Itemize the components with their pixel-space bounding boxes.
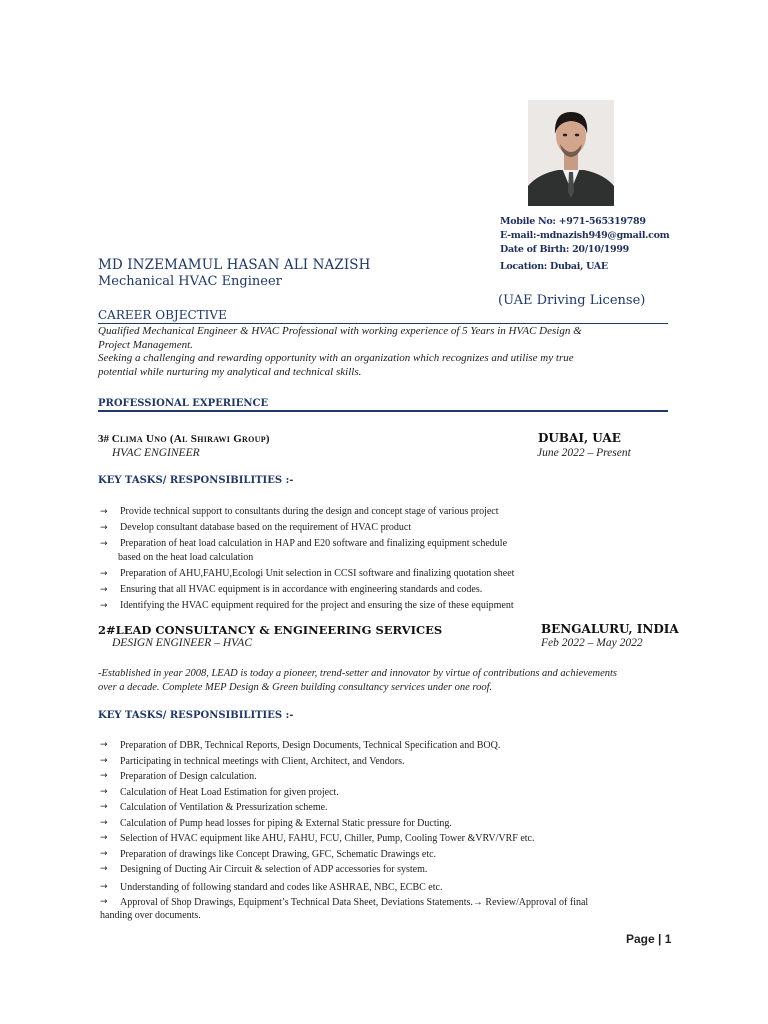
job-location: DUBAI, UAE [538,431,621,445]
arrow-right-icon: → [100,786,108,797]
list-item: → Calculation of Ventilation & Pressurization scheme. [100,800,588,816]
list-item: → Approval of Shop Drawings, Equipment’s Technical Data Sheet, Deviations Statements.→ Review/Approval of final [100,897,589,908]
list-item: → Preparation of Design calculation. [100,769,588,785]
key-tasks-heading: KEY TASKS/ RESPONSIBILITIES :- [98,475,294,486]
list-item: → Ensuring that all HVAC equipment is in accordance with engineering standards and codes. [100,584,483,595]
list-item: → Calculation of Heat Load Estimation for given project. [100,785,588,801]
list-item: → Calculation of Pump head losses for piping & External Static pressure for Ducting. [100,816,588,832]
section-divider [98,410,668,412]
contact-block [500,215,690,274]
driving-license: (UAE Driving License) [498,293,646,308]
job-dates: Feb 2022 – May 2022 [541,637,643,649]
page-number: Page | 1 [626,932,672,946]
job-heading [98,623,442,637]
arrow-right-icon: → [100,897,108,907]
job-heading [98,433,270,445]
career-objective-text [98,325,670,379]
objective-line: Seeking a challenging and rewarding opportunity with an organization which recognizes and utilise my true [98,352,574,364]
job-number: 2# [98,623,116,637]
profile-photo [528,100,614,206]
key-tasks-heading: KEY TASKS/ RESPONSIBILITIES :- [98,710,294,721]
arrow-right-icon: → [100,817,108,828]
list-item-continuation: based on the heat load calculation [118,552,254,563]
list-item: → Identifying the HVAC equipment required for the project and ensuring the size of these equipment [100,600,514,611]
objective-line: Qualified Mechanical Engineer & HVAC Professional with working experience of 5 Years in HVAC Design & [98,325,582,337]
job-location: BENGALURU, INDIA [541,622,679,636]
profile-photo-image [528,100,614,206]
job-company: LEAD CONSULTANCY & ENGINEERING SERVICES [115,623,443,637]
list-item: → Participating in technical meetings with Client, Architect, and Vendors. [100,754,588,770]
intro-line: over a decade. Complete MEP Design & Green building consultancy services under one roof. [98,681,493,693]
intro-line: -Established in year 2008, LEAD is today a pioneer, trend-setter and innovator by virtue of contributions and achievements [98,668,617,679]
objective-line: potential while nurturing my analytical and technical skills. [98,365,362,378]
job-number: 3# [98,433,109,445]
arrow-right-icon: → [100,601,108,611]
objective-line: Project Management. [98,338,193,351]
contact-mobile: Mobile No: +971-565319789 [500,216,646,227]
arrow-right-icon: → [100,864,108,874]
arrow-right-icon: → [100,507,108,517]
job-role: HVAC ENGINEER [112,447,200,459]
candidate-title: Mechanical HVAC Engineer [98,274,282,289]
arrow-right-icon: → [100,539,108,549]
list-item: → Preparation of DBR, Technical Reports, Design Documents, Technical Specification and BOQ. [100,738,588,754]
candidate-name: MD INZEMAMUL HASAN ALI NAZISH [98,257,371,273]
job-dates: June 2022 – Present [537,447,631,459]
arrow-right-icon: → [100,523,108,533]
professional-experience-heading: PROFESSIONAL EXPERIENCE [98,398,269,409]
arrow-right-icon: → [100,833,108,843]
arrow-right-icon: → [100,755,108,766]
contact-email: E-mail:-mdnazish949@gmail.com [500,230,670,241]
company-intro [98,667,673,694]
job-company: Clima Uno (Al Shirawi Group) [111,433,270,445]
task-list [100,738,588,922]
arrow-right-icon: → [100,569,108,579]
list-item: → Selection of HVAC equipment like AHU, FAHU, FCU, Chiller, Pump, Cooling Tower &VRV/VRF etc. [100,831,588,847]
arrow-right-icon: → [100,771,108,781]
contact-location: Location: Dubai, UAE [500,261,608,272]
arrow-right-icon: → [100,585,108,595]
list-item: → Preparation of AHU,FAHU,Ecologi Unit selection in CCSI software and finalizing quotation sheet [100,568,515,579]
contact-dob: Date of Birth: 20/10/1999 [500,244,629,255]
list-item: → Develop consultant database based on the requirement of HVAC product [100,522,412,533]
section-divider [98,323,668,324]
arrow-right-icon: → [100,740,108,750]
task-list [100,505,514,613]
list-item-continuation: handing over documents. [100,910,201,921]
arrow-right-icon: → [100,802,108,812]
list-item: → Provide technical support to consultants during the design and concept stage of various project [100,506,499,517]
arrow-right-icon: → [100,848,108,859]
list-item: → Understanding of following standard and codes like ASHRAE, NBC, ECBC etc. [100,880,588,896]
list-item: → Preparation of heat load calculation in HAP and E20 software and finalizing equipment schedule [100,538,508,549]
list-item: → Designing of Ducting Air Circuit & selection of ADP accessories for system. [100,862,588,878]
job-role: DESIGN ENGINEER – HVAC [112,637,253,649]
list-item: → Preparation of drawings like Concept Drawing, GFC, Schematic Drawings etc. [100,847,588,863]
career-objective-heading: CAREER OBJECTIVE [98,308,227,322]
arrow-right-icon: → [100,881,108,892]
